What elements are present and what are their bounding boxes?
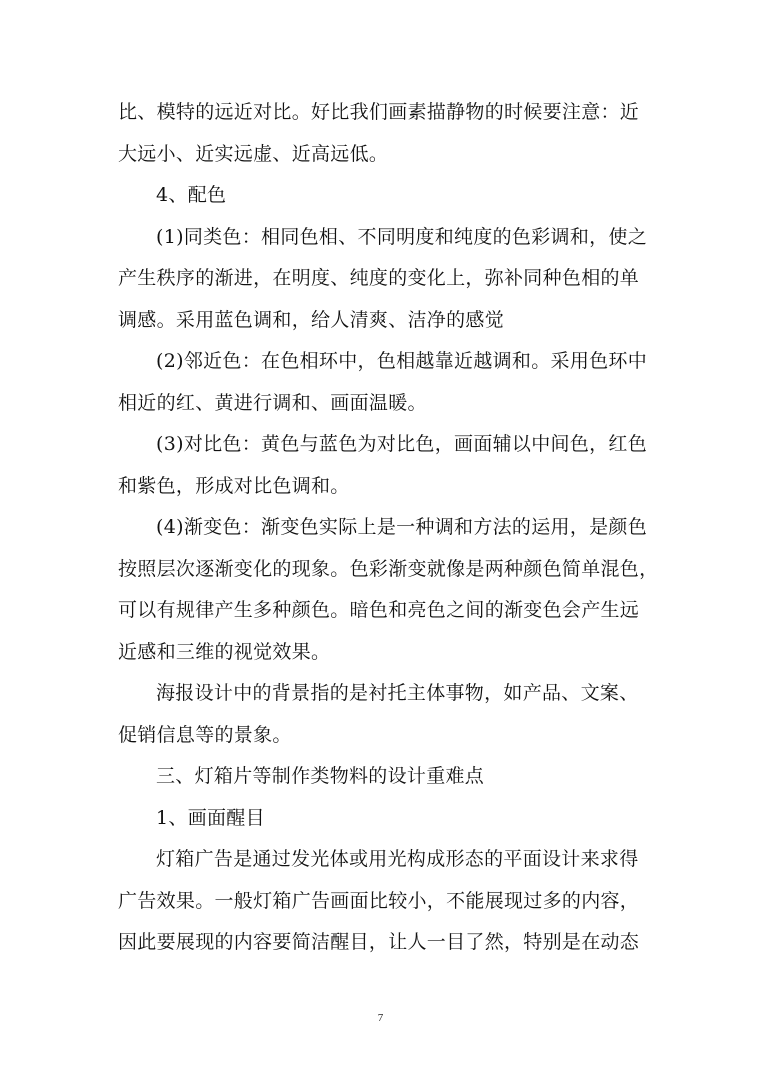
text-line: (3)对比色：黄色与蓝色为对比色，画面辅以中间色，红色 (156, 433, 648, 455)
text-line: 近感和三维的视觉效果。 (118, 640, 331, 663)
text-line: 灯箱广告是通过发光体或用光构成形态的平面设计来求得 (156, 848, 639, 870)
text-line: 因此要展现的内容要简洁醒目，让人一目了然，特别是在动态 (118, 931, 640, 953)
text-line: 可以有规律产生多种颜色。暗色和亮色之间的渐变色会产生远 (118, 599, 640, 621)
text-line: 相近的红、黄进行调和、画面温暖。 (118, 391, 427, 414)
text-line: 1、画面醒目 (156, 806, 265, 829)
text-line: 大远小、近实远虚、近高远低。 (118, 142, 389, 165)
text-line: 比、模特的远近对比。好比我们画素描静物的时候要注意：近 (118, 101, 640, 123)
text-line: 4、配色 (156, 184, 227, 206)
text-line: (2)邻近色：在色相环中，色相越靠近越调和。采用色环中 (156, 350, 648, 372)
text-line: 海报设计中的背景指的是衬托主体事物，如产品、文案、 (156, 682, 639, 704)
text-line: 促销信息等的景象。 (118, 723, 292, 746)
text-line: (4)渐变色：渐变色实际上是一种调和方法的运用，是颜色 (156, 516, 648, 538)
text-line: (1)同类色：相同色相、不同明度和纯度的色彩调和，使之 (156, 225, 648, 248)
text-line: 调感。采用蓝色调和，给人清爽、洁净的感觉 (118, 308, 505, 331)
page-number: 7 (377, 1012, 384, 1024)
text-line: 广告效果。一般灯箱广告画面比较小，不能展现过多的内容， (118, 889, 640, 912)
text-line: 产生秩序的渐进，在明度、纯度的变化上，弥补同种色相的单 (118, 267, 640, 289)
text-line: 按照层次逐渐变化的现象。色彩渐变就像是两种颜色简单混色， (118, 557, 659, 580)
document-body (118, 92, 659, 964)
text-line: 和紫色，形成对比色调和。 (118, 474, 350, 497)
text-line: 三、灯箱片等制作类物料的设计重难点 (156, 765, 485, 787)
